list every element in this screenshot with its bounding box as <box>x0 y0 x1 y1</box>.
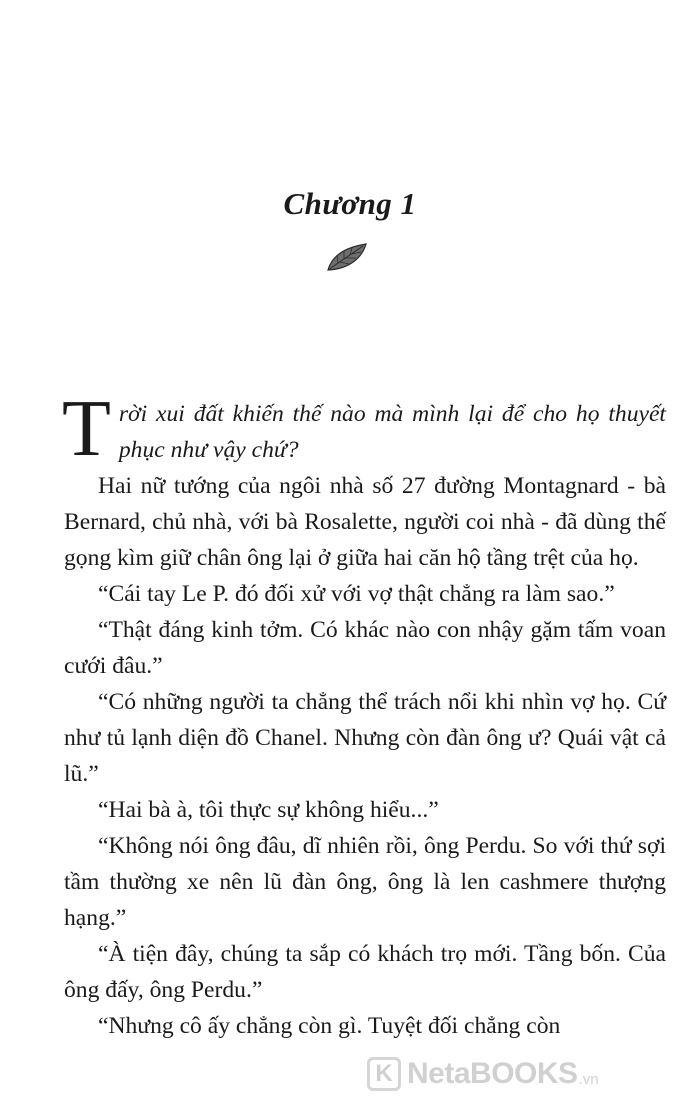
paragraph: “Cái tay Le P. đó đối xử với vợ thật chẳng ra làm sao.” <box>98 581 615 607</box>
paragraph-opening: Trời xui đất khiến thế nào mà mình lại để cho họ thuyết phục như vậy chứ? <box>62 385 666 473</box>
paragraph: Hai nữ tướng của ngôi nhà số 27 đường Montagnard - bà Bernard, chủ nhà, với bà Rosalette, người coi nhà - đã dùng thế gọng kìm giữ chân ông lại ở giữa hai căn hộ tầng trệt của họ. <box>64 473 666 571</box>
paragraph: “Nhưng cô ấy chẳng còn gì. Tuyệt đối chẳng còn <box>98 1013 561 1039</box>
paragraph: “Không nói ông đâu, dĩ nhiên rồi, ông Perdu. So với thứ sợi tầm thường xe nên lũ đàn ông, ông là len cashmere thượng hạng.” <box>64 833 666 931</box>
watermark-tld: .vn <box>578 1070 599 1088</box>
watermark <box>367 1057 599 1091</box>
paragraph: “Có những người ta chẳng thể trách nổi khi nhìn vợ họ. Cứ như tủ lạnh diện đồ Chanel. Nhưng còn đàn ông ư? Quái vật cả lũ.” <box>64 689 666 787</box>
chapter-title: Chương 1 <box>283 186 417 221</box>
paragraph: “À tiện đây, chúng ta sắp có khách trọ mới. Tầng bốn. Của ông đấy, ông Perdu.” <box>64 941 666 1003</box>
chapter-body <box>62 385 666 1044</box>
drop-cap: T <box>62 385 111 473</box>
leaf-ornament-icon <box>325 241 369 273</box>
watermark-name: NetaBOOKS <box>407 1057 578 1090</box>
paragraph: “Hai bà à, tôi thực sự không hiểu...” <box>98 797 439 823</box>
watermark-logo-icon: K <box>367 1057 401 1091</box>
paragraph: “Thật đáng kinh tởm. Có khác nào con nhậy gặm tấm voan cưới đâu.” <box>64 617 666 679</box>
